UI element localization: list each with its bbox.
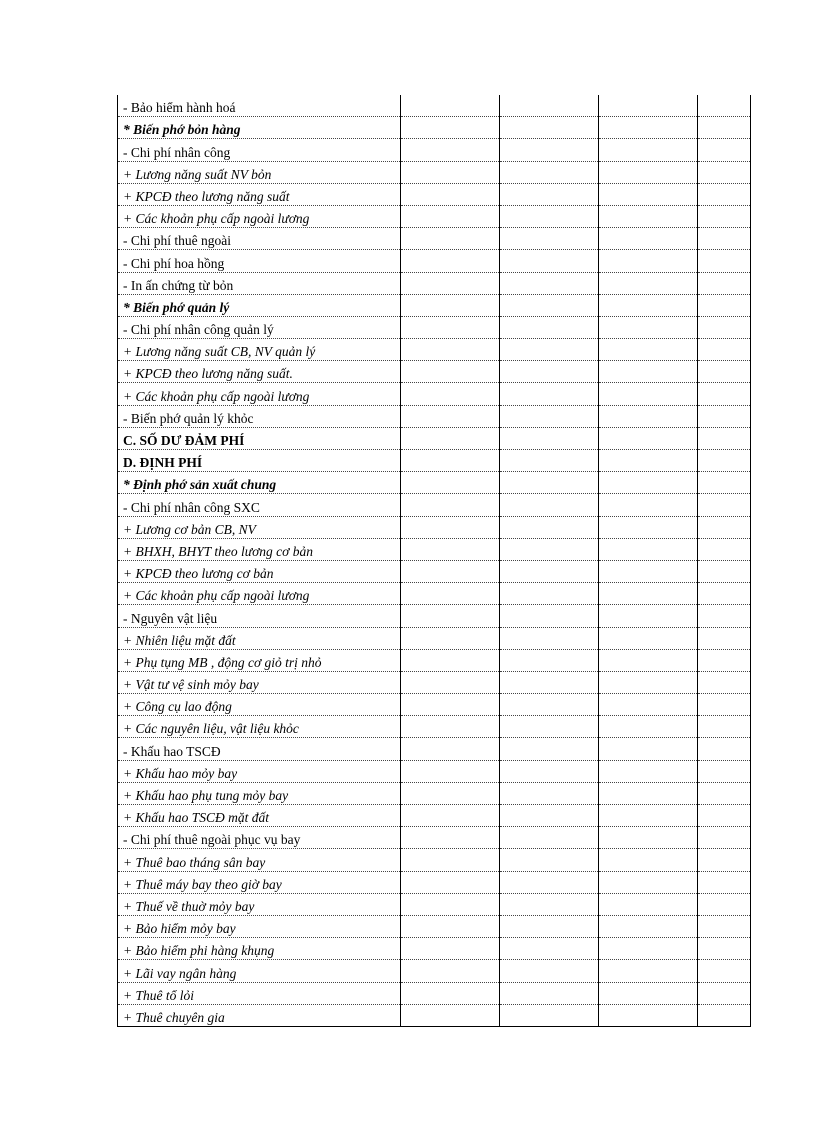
value-cell (500, 560, 599, 582)
value-cell (500, 893, 599, 915)
value-cell (500, 205, 599, 227)
row-label: + Khấu hao mỏy bay (118, 760, 401, 782)
value-cell (401, 738, 500, 760)
table-row (118, 427, 751, 449)
value-cell (401, 960, 500, 982)
value-cell (500, 1004, 599, 1026)
value-cell (599, 427, 698, 449)
value-cell (698, 649, 751, 671)
value-cell (401, 427, 500, 449)
value-cell (500, 538, 599, 560)
value-cell (599, 316, 698, 338)
table-row (118, 405, 751, 427)
value-cell (401, 627, 500, 649)
value-cell (500, 649, 599, 671)
value-cell (698, 139, 751, 161)
row-label: + Các khoản phụ cấp ngoài lương (118, 383, 401, 405)
table-row (118, 161, 751, 183)
value-cell (698, 272, 751, 294)
value-cell (500, 671, 599, 693)
table-row (118, 95, 751, 117)
value-cell (401, 538, 500, 560)
value-cell (401, 117, 500, 139)
value-cell (698, 95, 751, 117)
row-label: + Lương cơ bản CB, NV (118, 516, 401, 538)
value-cell (500, 960, 599, 982)
value-cell (698, 827, 751, 849)
value-cell (500, 738, 599, 760)
value-cell (698, 316, 751, 338)
value-cell (698, 538, 751, 560)
row-label: + KPCĐ theo lương năng suất. (118, 361, 401, 383)
row-label: - Khấu hao TSCĐ (118, 738, 401, 760)
table-row (118, 139, 751, 161)
value-cell (599, 716, 698, 738)
value-cell (500, 383, 599, 405)
value-cell (500, 183, 599, 205)
row-label: + Công cụ lao động (118, 694, 401, 716)
value-cell (599, 472, 698, 494)
value-cell (401, 450, 500, 472)
value-cell (599, 649, 698, 671)
value-cell (500, 427, 599, 449)
value-cell (401, 139, 500, 161)
value-cell (698, 716, 751, 738)
table-row (118, 893, 751, 915)
value-cell (500, 605, 599, 627)
row-label: + Khấu hao phụ tung mỏy bay (118, 782, 401, 804)
row-label: - Nguyên vật liệu (118, 605, 401, 627)
value-cell (698, 405, 751, 427)
table-row (118, 627, 751, 649)
row-label: + Phụ tụng MB , động cơ giỏ trị nhỏ (118, 649, 401, 671)
table-row (118, 316, 751, 338)
row-label: + Lương năng suất CB, NV quản lý (118, 339, 401, 361)
value-cell (698, 893, 751, 915)
table-row (118, 849, 751, 871)
value-cell (599, 915, 698, 937)
value-cell (698, 694, 751, 716)
cost-table-body (118, 95, 751, 1026)
value-cell (401, 849, 500, 871)
value-cell (401, 938, 500, 960)
value-cell (401, 871, 500, 893)
row-label: + Khấu hao TSCĐ mặt đất (118, 805, 401, 827)
value-cell (500, 272, 599, 294)
row-label: - Chi phí thuê ngoài phục vụ bay (118, 827, 401, 849)
value-cell (500, 450, 599, 472)
value-cell (401, 383, 500, 405)
row-label: + Các nguyên liệu, vật liệu khỏc (118, 716, 401, 738)
table-row (118, 694, 751, 716)
value-cell (698, 849, 751, 871)
value-cell (599, 228, 698, 250)
value-cell (599, 361, 698, 383)
row-label: + Các khoản phụ cấp ngoài lương (118, 583, 401, 605)
value-cell (698, 1004, 751, 1026)
value-cell (599, 671, 698, 693)
row-label: * Biến phớ bỏn hàng (118, 117, 401, 139)
value-cell (698, 938, 751, 960)
value-cell (599, 583, 698, 605)
row-label: + Lương năng suất NV bỏn (118, 161, 401, 183)
value-cell (401, 494, 500, 516)
value-cell (401, 671, 500, 693)
value-cell (500, 716, 599, 738)
value-cell (599, 893, 698, 915)
cost-table (117, 95, 751, 1027)
value-cell (500, 694, 599, 716)
value-cell (500, 339, 599, 361)
value-cell (599, 960, 698, 982)
row-label: + KPCĐ theo lương năng suất (118, 183, 401, 205)
value-cell (401, 805, 500, 827)
value-cell (698, 383, 751, 405)
value-cell (599, 805, 698, 827)
value-cell (698, 805, 751, 827)
table-row (118, 915, 751, 937)
value-cell (599, 560, 698, 582)
value-cell (599, 938, 698, 960)
table-row (118, 938, 751, 960)
value-cell (401, 272, 500, 294)
value-cell (401, 516, 500, 538)
value-cell (599, 139, 698, 161)
value-cell (500, 95, 599, 117)
table-row (118, 871, 751, 893)
value-cell (698, 117, 751, 139)
value-cell (698, 738, 751, 760)
table-row (118, 472, 751, 494)
value-cell (599, 405, 698, 427)
value-cell (599, 760, 698, 782)
row-label: + Thuế về thuờ mỏy bay (118, 893, 401, 915)
value-cell (500, 938, 599, 960)
row-label: - In ấn chứng từ bỏn (118, 272, 401, 294)
table-row (118, 494, 751, 516)
value-cell (698, 583, 751, 605)
value-cell (500, 228, 599, 250)
value-cell (698, 605, 751, 627)
value-cell (698, 560, 751, 582)
value-cell (599, 183, 698, 205)
value-cell (401, 982, 500, 1004)
value-cell (599, 383, 698, 405)
value-cell (500, 583, 599, 605)
row-label: * Biến phớ quản lý (118, 294, 401, 316)
table-row (118, 205, 751, 227)
value-cell (599, 627, 698, 649)
value-cell (500, 915, 599, 937)
row-label: + Các khoản phụ cấp ngoài lương (118, 205, 401, 227)
value-cell (401, 649, 500, 671)
table-row (118, 782, 751, 804)
value-cell (698, 960, 751, 982)
row-label: * Định phớ sản xuất chung (118, 472, 401, 494)
value-cell (401, 827, 500, 849)
value-cell (401, 560, 500, 582)
table-row (118, 183, 751, 205)
value-cell (500, 472, 599, 494)
row-label: - Chi phí hoa hồng (118, 250, 401, 272)
value-cell (401, 760, 500, 782)
table-row (118, 272, 751, 294)
value-cell (698, 161, 751, 183)
row-label: + Vật tư vệ sinh mỏy bay (118, 671, 401, 693)
value-cell (698, 915, 751, 937)
value-cell (599, 272, 698, 294)
value-cell (500, 294, 599, 316)
row-label: - Chi phí thuê ngoài (118, 228, 401, 250)
value-cell (599, 782, 698, 804)
value-cell (698, 361, 751, 383)
table-row (118, 516, 751, 538)
value-cell (401, 294, 500, 316)
value-cell (599, 294, 698, 316)
value-cell (698, 339, 751, 361)
value-cell (401, 339, 500, 361)
row-label: + KPCĐ theo lương cơ bản (118, 560, 401, 582)
value-cell (698, 450, 751, 472)
value-cell (500, 805, 599, 827)
value-cell (698, 250, 751, 272)
table-row (118, 228, 751, 250)
row-label: + Thuê máy bay theo giờ bay (118, 871, 401, 893)
table-row (118, 671, 751, 693)
value-cell (500, 250, 599, 272)
value-cell (698, 427, 751, 449)
value-cell (599, 117, 698, 139)
row-label: - Chi phí nhân công quản lý (118, 316, 401, 338)
table-row (118, 583, 751, 605)
table-row (118, 605, 751, 627)
value-cell (500, 627, 599, 649)
value-cell (500, 139, 599, 161)
value-cell (401, 915, 500, 937)
value-cell (599, 494, 698, 516)
value-cell (401, 716, 500, 738)
value-cell (500, 849, 599, 871)
value-cell (698, 982, 751, 1004)
value-cell (401, 1004, 500, 1026)
value-cell (599, 849, 698, 871)
table-row (118, 450, 751, 472)
value-cell (401, 893, 500, 915)
value-cell (599, 161, 698, 183)
value-cell (401, 782, 500, 804)
table-row (118, 805, 751, 827)
table-row (118, 361, 751, 383)
value-cell (698, 183, 751, 205)
table-row (118, 250, 751, 272)
table-row (118, 339, 751, 361)
row-label: + Lãi vay ngân hàng (118, 960, 401, 982)
value-cell (698, 871, 751, 893)
table-row (118, 383, 751, 405)
value-cell (500, 516, 599, 538)
value-cell (599, 827, 698, 849)
value-cell (599, 738, 698, 760)
row-label: + Thuê chuyên gia (118, 1004, 401, 1026)
value-cell (500, 760, 599, 782)
value-cell (500, 361, 599, 383)
table-row (118, 982, 751, 1004)
value-cell (500, 782, 599, 804)
value-cell (401, 205, 500, 227)
table-row (118, 760, 751, 782)
row-label: - Chi phí nhân công SXC (118, 494, 401, 516)
value-cell (698, 294, 751, 316)
value-cell (401, 316, 500, 338)
row-label: + BHXH, BHYT theo lương cơ bản (118, 538, 401, 560)
value-cell (401, 361, 500, 383)
value-cell (401, 605, 500, 627)
row-label: - Bảo hiểm hành hoá (118, 95, 401, 117)
value-cell (401, 228, 500, 250)
value-cell (599, 516, 698, 538)
value-cell (500, 117, 599, 139)
table-row (118, 1004, 751, 1026)
value-cell (599, 982, 698, 1004)
value-cell (401, 250, 500, 272)
value-cell (401, 161, 500, 183)
value-cell (599, 339, 698, 361)
value-cell (599, 450, 698, 472)
table-row (118, 560, 751, 582)
value-cell (500, 316, 599, 338)
value-cell (500, 494, 599, 516)
value-cell (599, 538, 698, 560)
value-cell (698, 760, 751, 782)
value-cell (500, 405, 599, 427)
row-label: + Thuê tổ lỏi (118, 982, 401, 1004)
value-cell (401, 694, 500, 716)
value-cell (401, 472, 500, 494)
value-cell (599, 694, 698, 716)
value-cell (698, 516, 751, 538)
value-cell (500, 982, 599, 1004)
table-row (118, 117, 751, 139)
value-cell (698, 782, 751, 804)
value-cell (698, 494, 751, 516)
value-cell (500, 871, 599, 893)
table-row (118, 294, 751, 316)
table-row (118, 716, 751, 738)
table-row (118, 649, 751, 671)
value-cell (599, 250, 698, 272)
value-cell (698, 627, 751, 649)
value-cell (698, 671, 751, 693)
value-cell (599, 95, 698, 117)
value-cell (599, 871, 698, 893)
row-label: - Chi phí nhân công (118, 139, 401, 161)
value-cell (599, 205, 698, 227)
row-label: C. SỐ DƯ ĐẢM PHÍ (118, 427, 401, 449)
value-cell (599, 605, 698, 627)
value-cell (698, 205, 751, 227)
table-row (118, 827, 751, 849)
table-row (118, 738, 751, 760)
row-label: + Thuê bao tháng sân bay (118, 849, 401, 871)
value-cell (698, 472, 751, 494)
value-cell (401, 583, 500, 605)
value-cell (401, 183, 500, 205)
value-cell (401, 95, 500, 117)
row-label: - Biến phớ quản lý khỏc (118, 405, 401, 427)
row-label: + Bảo hiểm phi hàng khụng (118, 938, 401, 960)
table-row (118, 538, 751, 560)
value-cell (500, 161, 599, 183)
value-cell (500, 827, 599, 849)
value-cell (599, 1004, 698, 1026)
row-label: + Bảo hiểm mỏy bay (118, 915, 401, 937)
value-cell (401, 405, 500, 427)
row-label: + Nhiên liệu mặt đất (118, 627, 401, 649)
row-label: D. ĐỊNH PHÍ (118, 450, 401, 472)
table-row (118, 960, 751, 982)
value-cell (698, 228, 751, 250)
